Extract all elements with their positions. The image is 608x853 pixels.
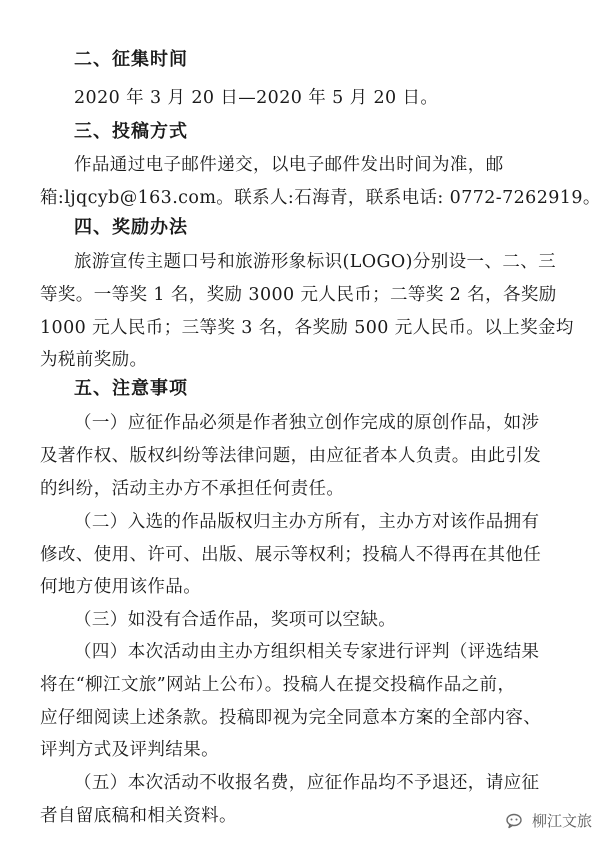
text-line: 箱:ljqcyb@163.com。联系人:石海青，联系电话: 0772-7262919。 bbox=[40, 188, 601, 208]
text-line: （一）应征作品必须是作者独立创作完成的原创作品，如涉 bbox=[74, 413, 540, 433]
heading-submission-method: 三、投稿方式 bbox=[74, 121, 188, 142]
text-line: （二）入选的作品版权归主办方所有，主办方对该作品拥有 bbox=[74, 512, 540, 532]
text-line: 应仔细阅读上述条款。投稿即视为完全同意本方案的全部内容、 bbox=[40, 708, 542, 728]
text-line: （四）本次活动由主办方组织相关专家进行评判（评选结果 bbox=[74, 642, 540, 662]
text-line: 1000 元人民币；三等奖 3 名，各奖励 500 元人民币。以上奖金均 bbox=[40, 318, 574, 338]
text-line: 等奖。一等奖 1 名，奖励 3000 元人民币；二等奖 2 名，各奖励 bbox=[40, 285, 557, 305]
heading-award-method: 四、奖励办法 bbox=[74, 217, 188, 238]
text-line: 的纠纷，活动主办方不承担任何责任。 bbox=[40, 479, 345, 499]
text-line: 何地方使用该作品。 bbox=[40, 577, 202, 597]
text-line: 评判方式及评判结果。 bbox=[40, 740, 219, 760]
text-line: 2020 年 3 月 20 日—2020 年 5 月 20 日。 bbox=[74, 88, 439, 108]
heading-collection-time: 二、征集时间 bbox=[74, 49, 188, 70]
heading-notes: 五、注意事项 bbox=[74, 378, 188, 399]
text-line: 旅游宣传主题口号和旅游形象标识(LOGO)分别设一、二、三 bbox=[74, 252, 557, 272]
text-line: 作品通过电子邮件递交，以电子邮件发出时间为准，邮 bbox=[74, 155, 504, 175]
text-line: 修改、使用、许可、出版、展示等权利；投稿人不得再在其他任 bbox=[40, 545, 542, 565]
text-line: （三）如没有合适作品，奖项可以空缺。 bbox=[74, 610, 397, 630]
text-line: （五）本次活动不收报名费，应征作品均不予退还，请应征 bbox=[74, 773, 540, 793]
text-line: 者自留底稿和相关资料。 bbox=[40, 806, 237, 826]
text-line: 及著作权、版权纠纷等法律问题，由应征者本人负责。由此引发 bbox=[40, 446, 542, 466]
text-line: 将在“柳江文旅”网站上公布）。投稿人在提交投稿作品之前， bbox=[40, 675, 516, 695]
source-watermark bbox=[506, 810, 592, 831]
watermark-label: 柳江文旅 bbox=[531, 812, 592, 830]
text-line: 为税前奖励。 bbox=[40, 350, 148, 370]
wechat-icon bbox=[506, 813, 526, 829]
